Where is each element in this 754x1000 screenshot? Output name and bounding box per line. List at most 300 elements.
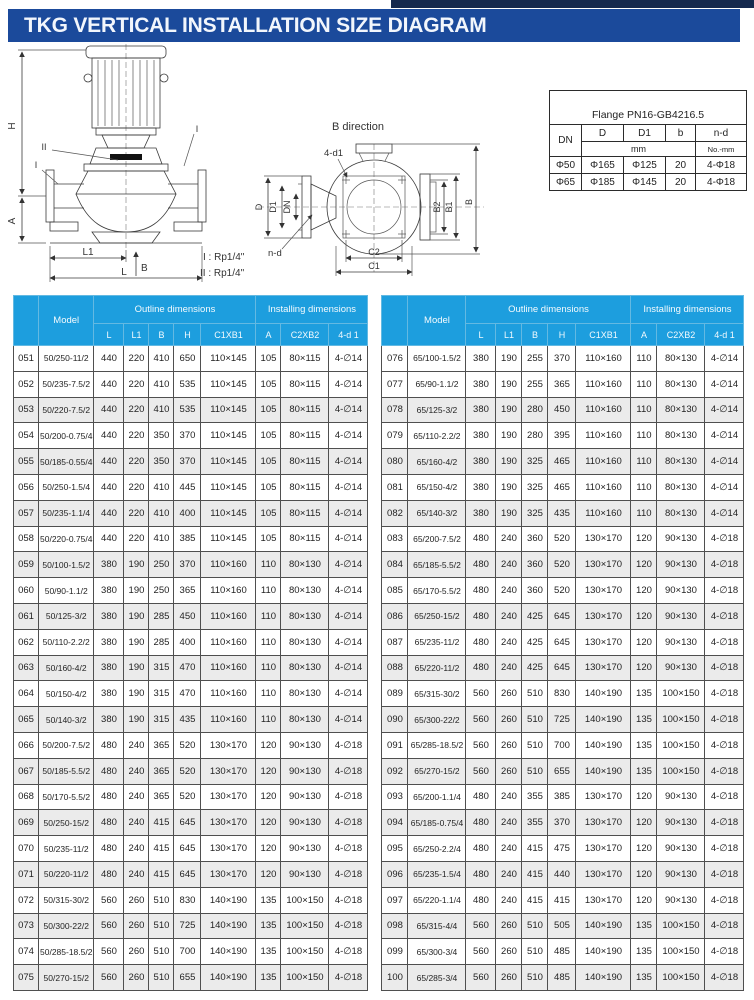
cell: 415 — [522, 861, 548, 887]
cell: 90×130 — [657, 603, 705, 629]
cell: 480 — [466, 578, 496, 604]
cell: 120 — [631, 526, 657, 552]
cell: 50/235-11/2 — [39, 836, 94, 862]
cell: 480 — [466, 655, 496, 681]
cell: 100×150 — [657, 732, 705, 758]
cell: 4-∅18 — [329, 939, 368, 965]
cell: 510 — [149, 887, 174, 913]
cell: 380 — [94, 603, 124, 629]
cell: 079 — [382, 423, 408, 449]
cell: 65/250-15/2 — [408, 603, 466, 629]
cell: 50/250-15/2 — [39, 810, 94, 836]
cell: 076 — [382, 346, 408, 372]
cell: 325 — [522, 474, 548, 500]
cell: 135 — [631, 913, 657, 939]
col-header-model: Model — [408, 296, 466, 346]
flange-table-title: Flange PN16-GB4216.5 — [550, 91, 747, 125]
cell: 655 — [548, 758, 576, 784]
table-row — [14, 397, 368, 423]
cell: 505 — [548, 913, 576, 939]
cell: 4-∅18 — [329, 965, 368, 991]
cell: 4-∅14 — [329, 603, 368, 629]
cell: 074 — [14, 939, 39, 965]
cell: 110 — [256, 629, 281, 655]
cell: 130×170 — [576, 578, 631, 604]
cell: 480 — [94, 758, 124, 784]
cell: 560 — [94, 887, 124, 913]
cell: 110 — [631, 346, 657, 372]
cell: 480 — [466, 784, 496, 810]
cell: 110 — [256, 578, 281, 604]
cell: 90×130 — [657, 784, 705, 810]
cell: 560 — [466, 681, 496, 707]
cell: 240 — [124, 732, 149, 758]
cell: 65/100-1.5/2 — [408, 346, 466, 372]
col-header-number — [382, 296, 408, 346]
table-row — [14, 836, 368, 862]
cell: 90×130 — [657, 655, 705, 681]
cell: 510 — [522, 758, 548, 784]
cell: 4-∅18 — [705, 707, 744, 733]
table-row — [382, 836, 744, 862]
cell: 380 — [94, 552, 124, 578]
cell: 50/250-11/2 — [39, 346, 94, 372]
cell: 110×160 — [201, 655, 256, 681]
cell: 140×190 — [576, 965, 631, 991]
cell: 240 — [496, 552, 522, 578]
col-header-a: A — [631, 324, 657, 346]
cell: 645 — [548, 629, 576, 655]
cell: 260 — [496, 681, 522, 707]
cell: 510 — [522, 965, 548, 991]
cell: 80×115 — [281, 474, 329, 500]
table-row — [14, 526, 368, 552]
cell: 120 — [631, 836, 657, 862]
cell: 465 — [548, 449, 576, 475]
cell: 520 — [548, 526, 576, 552]
cell: 4-∅18 — [705, 784, 744, 810]
cell: 110×145 — [201, 500, 256, 526]
cell: 4-∅18 — [705, 887, 744, 913]
cell: 365 — [149, 758, 174, 784]
col-header-l1: L1 — [496, 324, 522, 346]
cell: 80×130 — [281, 603, 329, 629]
cell: 105 — [256, 397, 281, 423]
cell: 077 — [382, 371, 408, 397]
cell: 240 — [124, 758, 149, 784]
cell: 65/285-3/4 — [408, 965, 466, 991]
col-header-4d1: 4-d 1 — [329, 324, 368, 346]
cell: 4-∅18 — [705, 629, 744, 655]
table-row — [14, 578, 368, 604]
cell: 50/110-2.2/2 — [39, 629, 94, 655]
cell: 4-∅18 — [329, 836, 368, 862]
cell: 50/160-4/2 — [39, 655, 94, 681]
cell: 4-∅18 — [329, 784, 368, 810]
table-row — [14, 500, 368, 526]
cell: 099 — [382, 939, 408, 965]
cell: 480 — [466, 861, 496, 887]
cell: 120 — [256, 732, 281, 758]
technical-drawing — [6, 44, 546, 294]
table-row — [382, 758, 744, 784]
cell: 4-∅18 — [329, 887, 368, 913]
cell: 50/90-1.1/2 — [39, 578, 94, 604]
cell: 059 — [14, 552, 39, 578]
table-row — [382, 346, 744, 372]
cell: 65/300-22/2 — [408, 707, 466, 733]
cell: 445 — [174, 474, 201, 500]
table-row — [382, 526, 744, 552]
cell: 80×115 — [281, 500, 329, 526]
flange-unit-nd: No.-mm — [696, 142, 747, 157]
cell: 65/160-4/2 — [408, 449, 466, 475]
cell: 475 — [548, 836, 576, 862]
cell: 410 — [149, 474, 174, 500]
cell: 190 — [496, 500, 522, 526]
cell: 120 — [631, 578, 657, 604]
table-row — [14, 423, 368, 449]
table-row — [382, 371, 744, 397]
cell: 110×160 — [576, 500, 631, 526]
cell: 4-∅14 — [705, 474, 744, 500]
table-row — [382, 449, 744, 475]
cell: 140×190 — [576, 939, 631, 965]
cell: 094 — [382, 810, 408, 836]
cell: 415 — [149, 810, 174, 836]
col-header-c2xb2: C2XB2 — [281, 324, 329, 346]
cell: 240 — [124, 784, 149, 810]
cell: 50/100-1.5/2 — [39, 552, 94, 578]
table-row — [382, 603, 744, 629]
cell: 140×190 — [201, 939, 256, 965]
cell: 480 — [94, 861, 124, 887]
dimension-table-left — [13, 295, 368, 991]
cell: 830 — [174, 887, 201, 913]
cell: 280 — [522, 397, 548, 423]
cell: 480 — [466, 836, 496, 862]
cell: 435 — [174, 707, 201, 733]
cell: 65/170-5.5/2 — [408, 578, 466, 604]
cell: 380 — [466, 500, 496, 526]
cell: 4-∅14 — [329, 552, 368, 578]
dim-label-l: L — [121, 267, 127, 278]
cell: 480 — [466, 526, 496, 552]
cell: 105 — [256, 500, 281, 526]
cell: 380 — [466, 346, 496, 372]
cell: 90×130 — [281, 810, 329, 836]
cell: 100×150 — [281, 939, 329, 965]
cell: 240 — [124, 810, 149, 836]
table-row — [382, 397, 744, 423]
cell: 50/140-3/2 — [39, 707, 94, 733]
cell: 90×130 — [657, 526, 705, 552]
cell: 190 — [124, 578, 149, 604]
cell: 4-∅18 — [329, 758, 368, 784]
table-row — [382, 732, 744, 758]
cell: 130×170 — [201, 732, 256, 758]
cell: 50/185-5.5/2 — [39, 758, 94, 784]
cell: 240 — [124, 836, 149, 862]
cell: 370 — [548, 346, 576, 372]
table-row — [382, 784, 744, 810]
cell: 240 — [496, 655, 522, 681]
cell: 520 — [548, 552, 576, 578]
cell: 415 — [548, 887, 576, 913]
cell: 135 — [256, 965, 281, 991]
cell: 260 — [124, 965, 149, 991]
table-row — [14, 552, 368, 578]
cell: 220 — [124, 449, 149, 475]
cell: 240 — [496, 810, 522, 836]
cell: 120 — [256, 836, 281, 862]
cell: 415 — [149, 861, 174, 887]
cell: 070 — [14, 836, 39, 862]
cell: Φ50 — [550, 157, 582, 174]
cell: 80×130 — [657, 474, 705, 500]
cell: 052 — [14, 371, 39, 397]
cell: 4-∅18 — [705, 655, 744, 681]
table-row — [14, 732, 368, 758]
cell: 100×150 — [281, 887, 329, 913]
cell: 091 — [382, 732, 408, 758]
table-row — [14, 810, 368, 836]
cell: 053 — [14, 397, 39, 423]
cell: 081 — [382, 474, 408, 500]
pump-b-direction-view — [254, 121, 484, 276]
cell: 120 — [256, 810, 281, 836]
cell: 440 — [94, 346, 124, 372]
cell: 325 — [522, 449, 548, 475]
port-label-i-right: I — [195, 124, 199, 134]
cell: 110×160 — [201, 629, 256, 655]
cell: 485 — [548, 965, 576, 991]
cell: 80×130 — [281, 707, 329, 733]
cell: 560 — [466, 732, 496, 758]
cell: 725 — [548, 707, 576, 733]
cell: 140×190 — [576, 758, 631, 784]
cell: 4-∅14 — [329, 526, 368, 552]
cell: 4-∅18 — [329, 861, 368, 887]
cell: 110×145 — [201, 346, 256, 372]
cell: 140×190 — [576, 707, 631, 733]
cell: 700 — [174, 939, 201, 965]
dimension-table-left-body — [14, 346, 368, 991]
cell: 65/270-15/2 — [408, 758, 466, 784]
cell: 190 — [496, 474, 522, 500]
cell: 120 — [256, 861, 281, 887]
cell: 110×160 — [201, 603, 256, 629]
cell: 90×130 — [657, 578, 705, 604]
cell: 190 — [124, 629, 149, 655]
cell: 110 — [256, 603, 281, 629]
cell: 65/125-3/2 — [408, 397, 466, 423]
cell: 4-∅14 — [329, 474, 368, 500]
cell: 410 — [149, 500, 174, 526]
pump-front-view — [7, 44, 206, 282]
table-row — [382, 578, 744, 604]
cell: 90×130 — [281, 836, 329, 862]
cell: 110×145 — [201, 423, 256, 449]
cell: 4-∅14 — [329, 707, 368, 733]
flange-col-d1: D1 — [624, 125, 666, 142]
cell: 110×160 — [576, 346, 631, 372]
cell: 560 — [466, 939, 496, 965]
cell: 260 — [496, 758, 522, 784]
cell: 410 — [149, 397, 174, 423]
col-header-b: B — [149, 324, 174, 346]
cell: 080 — [382, 449, 408, 475]
cell: 4-∅14 — [705, 346, 744, 372]
cell: 056 — [14, 474, 39, 500]
cell: 093 — [382, 784, 408, 810]
cell: 370 — [174, 423, 201, 449]
cell: 90×130 — [657, 887, 705, 913]
cell: 110 — [631, 500, 657, 526]
cell: 385 — [548, 784, 576, 810]
cell: 65/150-4/2 — [408, 474, 466, 500]
cell: 4-Φ18 — [696, 174, 747, 191]
cell: 240 — [496, 887, 522, 913]
cell: 470 — [174, 655, 201, 681]
cell: 385 — [174, 526, 201, 552]
cell: 90×130 — [281, 732, 329, 758]
cell: 135 — [256, 913, 281, 939]
cell: 135 — [631, 707, 657, 733]
cell: 190 — [496, 346, 522, 372]
cell: 380 — [94, 681, 124, 707]
cell: 80×115 — [281, 423, 329, 449]
dim-label-c2: C2 — [368, 247, 380, 257]
cell: 350 — [149, 449, 174, 475]
cell: 130×170 — [576, 887, 631, 913]
cell: 100×150 — [657, 939, 705, 965]
cell: 50/220-11/2 — [39, 861, 94, 887]
cell: 054 — [14, 423, 39, 449]
table-row — [382, 655, 744, 681]
cell: 255 — [522, 371, 548, 397]
cell: 535 — [174, 371, 201, 397]
cell: 220 — [124, 526, 149, 552]
cell: 90×130 — [281, 758, 329, 784]
cell: 240 — [496, 526, 522, 552]
table-row — [14, 784, 368, 810]
cell: 280 — [522, 423, 548, 449]
cell: 110×160 — [576, 371, 631, 397]
cell: 086 — [382, 603, 408, 629]
cell: 425 — [522, 629, 548, 655]
cell: 250 — [149, 552, 174, 578]
table-row — [382, 500, 744, 526]
cell: 4-∅14 — [705, 397, 744, 423]
cell: 370 — [174, 449, 201, 475]
cell: 4-∅14 — [705, 500, 744, 526]
cell: 4-∅18 — [705, 681, 744, 707]
cell: 510 — [149, 939, 174, 965]
cell: 135 — [631, 939, 657, 965]
cell: 220 — [124, 474, 149, 500]
table-row — [382, 810, 744, 836]
cell: 80×115 — [281, 449, 329, 475]
cell: 380 — [466, 423, 496, 449]
cell: 65/315-4/4 — [408, 913, 466, 939]
cell: 066 — [14, 732, 39, 758]
cell: 105 — [256, 474, 281, 500]
table-row — [14, 474, 368, 500]
cell: Φ125 — [624, 157, 666, 174]
cell: 4-∅18 — [705, 526, 744, 552]
cell: 130×170 — [576, 655, 631, 681]
cell: 65/220-11/2 — [408, 655, 466, 681]
cell: 4-∅14 — [329, 629, 368, 655]
cell: 4-∅14 — [329, 371, 368, 397]
cell: 4-∅18 — [705, 810, 744, 836]
table-row — [14, 371, 368, 397]
cell: 380 — [466, 474, 496, 500]
cell: 135 — [256, 939, 281, 965]
cell: 65/250-2.2/4 — [408, 836, 466, 862]
cell: 4-Φ18 — [696, 157, 747, 174]
cell: 240 — [496, 629, 522, 655]
cell: 65/200-7.5/2 — [408, 526, 466, 552]
cell: 092 — [382, 758, 408, 784]
cell: 110×145 — [201, 526, 256, 552]
cell: 110 — [256, 681, 281, 707]
cell: 260 — [124, 887, 149, 913]
cell: 110×160 — [576, 423, 631, 449]
table-row — [14, 603, 368, 629]
cell: 260 — [496, 939, 522, 965]
table-row — [382, 913, 744, 939]
cell: 560 — [466, 965, 496, 991]
cell: 130×170 — [201, 861, 256, 887]
cell: 20 — [666, 157, 696, 174]
cell: 120 — [631, 810, 657, 836]
cell: 4-∅14 — [329, 681, 368, 707]
cell: 085 — [382, 578, 408, 604]
table-row — [14, 449, 368, 475]
cell: 260 — [124, 913, 149, 939]
flange-spec-table — [549, 90, 747, 191]
cell: Φ185 — [582, 174, 624, 191]
cell: 135 — [631, 681, 657, 707]
table-row — [14, 681, 368, 707]
cell: 100×150 — [657, 913, 705, 939]
table-row — [382, 939, 744, 965]
cell: 220 — [124, 500, 149, 526]
col-header-b: B — [522, 324, 548, 346]
cell: 440 — [94, 371, 124, 397]
cell: 50/285-18.5/2 — [39, 939, 94, 965]
cell: 140×190 — [201, 965, 256, 991]
cell: 4-∅14 — [329, 449, 368, 475]
cell: 325 — [522, 500, 548, 526]
top-strip — [391, 0, 754, 8]
cell: 510 — [522, 681, 548, 707]
cell: 395 — [548, 423, 576, 449]
cell: 410 — [149, 526, 174, 552]
cell: 380 — [466, 371, 496, 397]
col-header-number — [14, 296, 39, 346]
cell: 520 — [174, 732, 201, 758]
cell: 410 — [149, 346, 174, 372]
cell: 057 — [14, 500, 39, 526]
cell: 110×145 — [201, 397, 256, 423]
table-row — [550, 157, 747, 174]
cell: 110×160 — [201, 681, 256, 707]
cell: 50/200-7.5/2 — [39, 732, 94, 758]
cell: 120 — [631, 603, 657, 629]
